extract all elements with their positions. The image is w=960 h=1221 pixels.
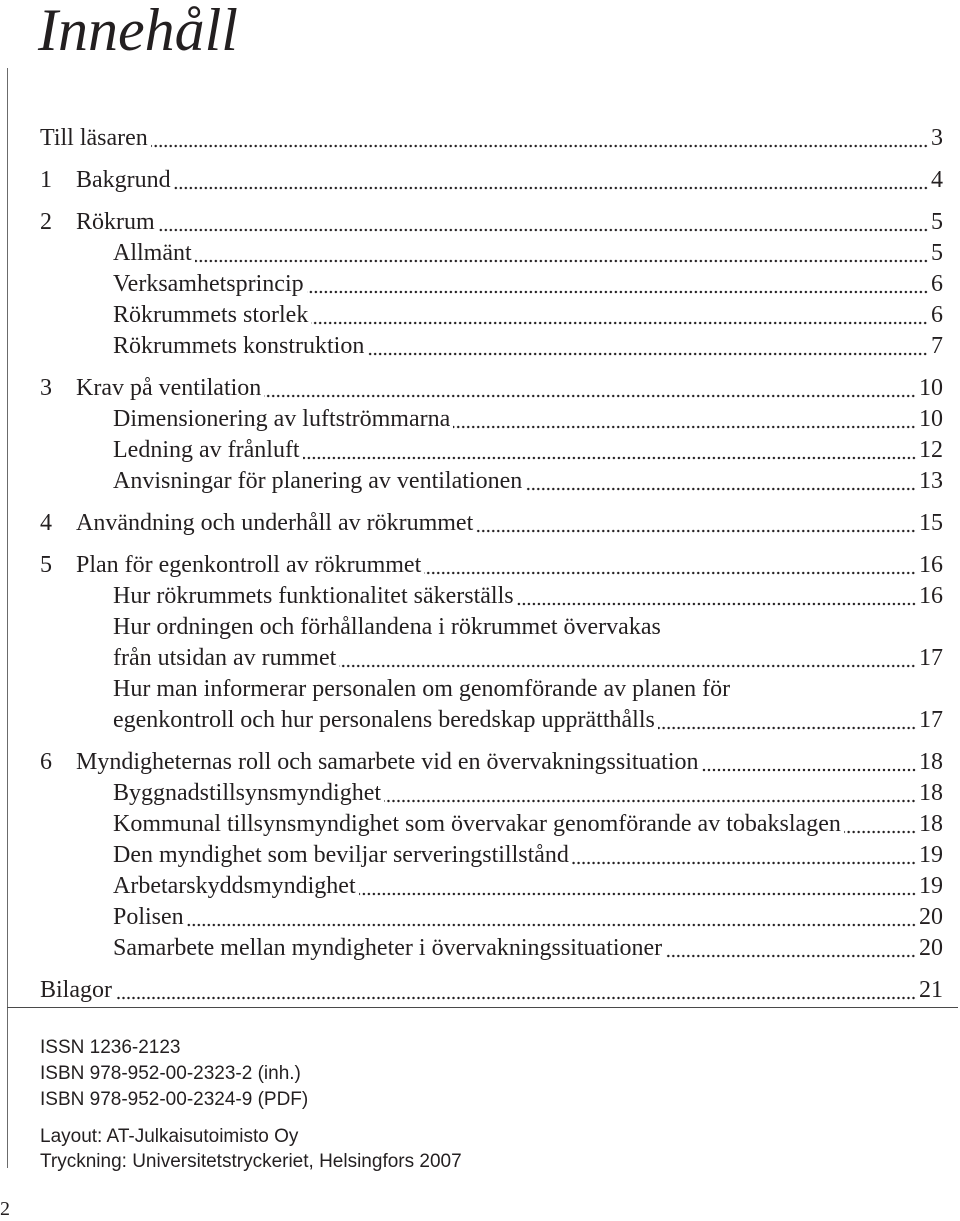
dot-leader: [844, 830, 916, 834]
toc-heading-row: [40, 975, 943, 1006]
toc-page-number: 5: [931, 209, 943, 235]
toc-entry: [40, 373, 943, 497]
toc-entry-title: Samarbete mellan myndigheter i övervakningssituationer: [113, 935, 663, 961]
toc-entry-title: egenkontroll och hur personalens beredskap upprätthålls: [113, 707, 655, 733]
toc-page-number: 20: [919, 935, 943, 961]
page-title: Innehåll: [38, 0, 238, 63]
toc-entry-title: Arbetarskyddsmyndighet: [113, 873, 356, 899]
dot-leader: [525, 487, 916, 491]
toc-section-row: [40, 809, 943, 840]
printing-credit: Tryckning: Universitetstryckeriet, Helsingfors 2007: [40, 1151, 462, 1172]
toc-section-row: [40, 705, 943, 736]
toc-page-number: 15: [919, 510, 943, 536]
toc-entry-title: Hur man informerar personalen om genomförande av planen för: [113, 676, 731, 702]
toc-page-number: 18: [919, 780, 943, 806]
toc-section-row: [40, 331, 943, 362]
dot-leader: [151, 144, 928, 148]
toc-section-row: [40, 871, 943, 902]
toc-page-number: 17: [919, 707, 943, 733]
toc-entry: [40, 123, 943, 154]
toc-entry-title: Ledning av frånluft: [113, 437, 300, 463]
toc-page-number: 20: [919, 904, 943, 930]
toc-heading-row: [40, 123, 943, 154]
dot-leader: [424, 571, 916, 575]
toc-section-row: [40, 238, 943, 269]
toc-section-row: [40, 902, 943, 933]
margin-rule-vertical: [7, 68, 8, 1168]
dot-leader: [264, 394, 916, 398]
toc-section-row: [40, 778, 943, 809]
toc-section-row: [40, 840, 943, 871]
toc-heading-row: [40, 207, 943, 238]
toc-page-number: 6: [931, 302, 943, 328]
toc-page-number: 12: [919, 437, 943, 463]
dot-leader: [115, 996, 916, 1000]
toc-page-number: 10: [919, 406, 943, 432]
dot-leader: [307, 290, 928, 294]
isbn-print-line: ISBN 978-952-00-2323-2 (inh.): [40, 1063, 301, 1084]
isbn-pdf-line: ISBN 978-952-00-2324-9 (PDF): [40, 1089, 309, 1110]
toc-section-row: [40, 643, 943, 674]
toc-section-row: [40, 674, 943, 705]
toc-entry: [40, 975, 943, 1006]
toc-entry: [40, 165, 943, 196]
toc-page-number: 4: [931, 167, 943, 193]
dot-leader: [453, 425, 916, 429]
toc-chapter-number: 6: [40, 749, 52, 775]
toc-entry-title: från utsidan av rummet: [113, 645, 337, 671]
toc-page-number: 17: [919, 645, 943, 671]
toc-section-row: [40, 269, 943, 300]
toc-entry-title: Användning och underhåll av rökrummet: [76, 510, 474, 536]
toc-entry-title: Allmänt: [113, 240, 192, 266]
dot-leader: [476, 529, 916, 533]
toc-entry-title: Hur ordningen och förhållandena i rökrummet övervakas: [113, 614, 661, 640]
toc-entry-title: Anvisningar för planering av ventilationen: [113, 468, 523, 494]
dot-leader: [384, 799, 916, 803]
toc-chapter-number: 5: [40, 552, 52, 578]
dot-leader: [517, 602, 916, 606]
dot-leader: [665, 954, 916, 958]
toc-page-number: 6: [931, 271, 943, 297]
toc-entry: [40, 747, 943, 964]
toc-entry-title: Rökrummets storlek: [113, 302, 309, 328]
toc-entry-title: Den myndighet som beviljar serveringstillstånd: [113, 842, 569, 868]
toc-entry-title: Till läsaren: [40, 125, 148, 151]
toc-entry-title: Byggnadstillsynsmyndighet: [113, 780, 382, 806]
toc-page-number: 16: [919, 552, 943, 578]
toc-heading-row: [40, 165, 943, 196]
toc-section-row: [40, 933, 943, 964]
toc-section-row: [40, 435, 943, 466]
table-of-contents: [40, 123, 943, 1006]
toc-section-row: [40, 581, 943, 612]
toc-entry-title: Kommunal tillsynsmyndighet som övervakar genomförande av tobakslagen: [113, 811, 841, 837]
section-divider: [7, 1007, 958, 1008]
toc-entry-title: Rökrum: [76, 209, 155, 235]
dot-leader: [303, 456, 916, 460]
toc-page-number: 13: [919, 468, 943, 494]
toc-entry-title: Verksamhetsprincip: [113, 271, 304, 297]
toc-entry-title: Bilagor: [40, 977, 112, 1003]
toc-heading-row: [40, 373, 943, 404]
dot-leader: [367, 352, 928, 356]
toc-chapter-number: 2: [40, 209, 52, 235]
toc-page-number: 21: [919, 977, 943, 1003]
toc-entry-title: Rökrummets konstruktion: [113, 333, 365, 359]
toc-section-row: [40, 612, 943, 643]
toc-heading-row: [40, 508, 943, 539]
toc-section-row: [40, 466, 943, 497]
publication-credits: [40, 1124, 462, 1174]
toc-entry-title: Plan för egenkontroll av rökrummet: [76, 552, 422, 578]
page-number: 2: [0, 1198, 10, 1220]
dot-leader: [359, 892, 916, 896]
toc-heading-row: [40, 550, 943, 581]
dot-leader: [174, 186, 928, 190]
toc-page-number: 5: [931, 240, 943, 266]
toc-chapter-number: 4: [40, 510, 52, 536]
dot-leader: [311, 321, 928, 325]
dot-leader: [195, 259, 928, 263]
dot-leader: [658, 726, 916, 730]
layout-credit: Layout: AT-Julkaisutoimisto Oy: [40, 1126, 299, 1147]
toc-heading-row: [40, 747, 943, 778]
dot-leader: [158, 228, 928, 232]
toc-page-number: 18: [919, 811, 943, 837]
publication-identifiers: [40, 1035, 308, 1113]
toc-entry-title: Myndigheternas roll och samarbete vid en övervakningssituation: [76, 749, 699, 775]
toc-page-number: 3: [931, 125, 943, 151]
toc-page-number: 19: [919, 842, 943, 868]
toc-entry: [40, 550, 943, 736]
issn-line: ISSN 1236-2123: [40, 1037, 181, 1058]
toc-page-number: 7: [931, 333, 943, 359]
toc-entry-title: Polisen: [113, 904, 184, 930]
toc-entry-title: Bakgrund: [76, 167, 171, 193]
dot-leader: [339, 664, 916, 668]
toc-entry: [40, 207, 943, 362]
toc-chapter-number: 1: [40, 167, 52, 193]
dot-leader: [572, 861, 916, 865]
toc-page-number: 16: [919, 583, 943, 609]
dot-leader: [187, 923, 916, 927]
toc-page-number: 18: [919, 749, 943, 775]
toc-section-row: [40, 404, 943, 435]
toc-page-number: 10: [919, 375, 943, 401]
dot-leader: [702, 768, 916, 772]
toc-entry-title: Hur rökrummets funktionalitet säkerställs: [113, 583, 514, 609]
toc-entry-title: Krav på ventilation: [76, 375, 262, 401]
toc-entry: [40, 508, 943, 539]
toc-chapter-number: 3: [40, 375, 52, 401]
toc-page-number: 19: [919, 873, 943, 899]
toc-section-row: [40, 300, 943, 331]
toc-entry-title: Dimensionering av luftströmmarna: [113, 406, 451, 432]
